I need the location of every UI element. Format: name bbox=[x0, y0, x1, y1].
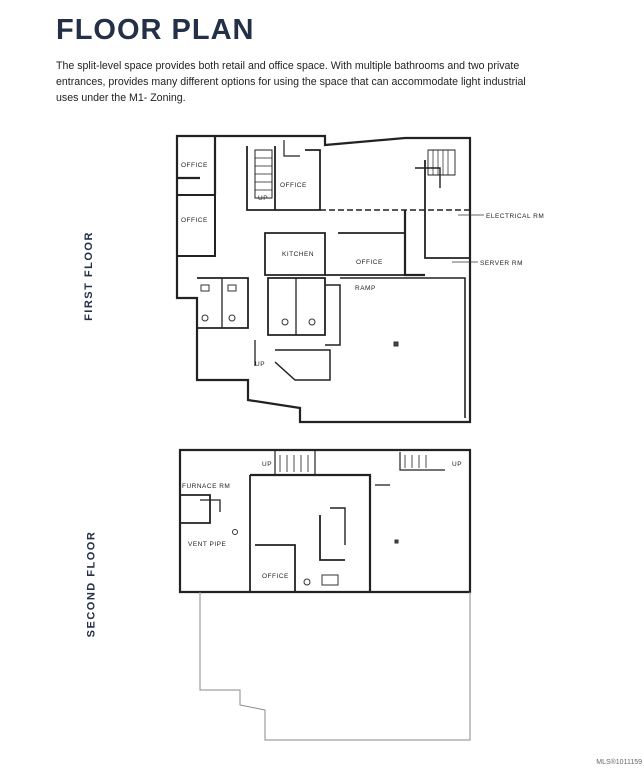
room-label-office-ml: OFFICE bbox=[181, 217, 208, 224]
first-floor-label: FIRST FLOOR bbox=[82, 231, 95, 321]
first-floor-fixtures bbox=[201, 285, 398, 346]
room-label-kitchen: KITCHEN bbox=[282, 251, 315, 258]
page-title: FLOOR PLAN bbox=[56, 14, 255, 46]
room-label-vent-pipe: VENT PIPE bbox=[188, 541, 227, 548]
stair-label-up-1: UP bbox=[258, 195, 269, 202]
room-label-ramp: RAMP bbox=[355, 285, 376, 292]
room-label-office-right: OFFICE bbox=[356, 259, 383, 266]
room-label-server: SERVER RM bbox=[480, 260, 524, 267]
room-label-office-second: OFFICE bbox=[262, 573, 289, 580]
room-label-office-tl: OFFICE bbox=[181, 162, 208, 169]
room-label-furnace: FURNACE RM bbox=[182, 483, 231, 490]
second-floor-plan bbox=[180, 450, 470, 740]
first-floor-plan bbox=[177, 136, 470, 422]
stair-label-up-2: UP bbox=[255, 361, 266, 368]
callout-lines bbox=[452, 215, 484, 262]
room-label-office-center: OFFICE bbox=[280, 182, 307, 189]
description-text: The split-level space provides both retail and office space. With multiple bathrooms and two private entrances, provides many different options for using the space that can accommodate light industrial uses under the M1- Zoning. bbox=[56, 60, 526, 104]
stair-label-up-left: UP bbox=[262, 461, 273, 468]
second-floor-label: SECOND FLOOR bbox=[85, 530, 98, 638]
stair-label-up-right: UP bbox=[452, 461, 463, 468]
mls-watermark: MLS®1011159 bbox=[596, 759, 642, 766]
room-label-electrical: ELECTRICAL RM bbox=[486, 213, 545, 220]
second-floor-fixtures bbox=[233, 530, 399, 586]
